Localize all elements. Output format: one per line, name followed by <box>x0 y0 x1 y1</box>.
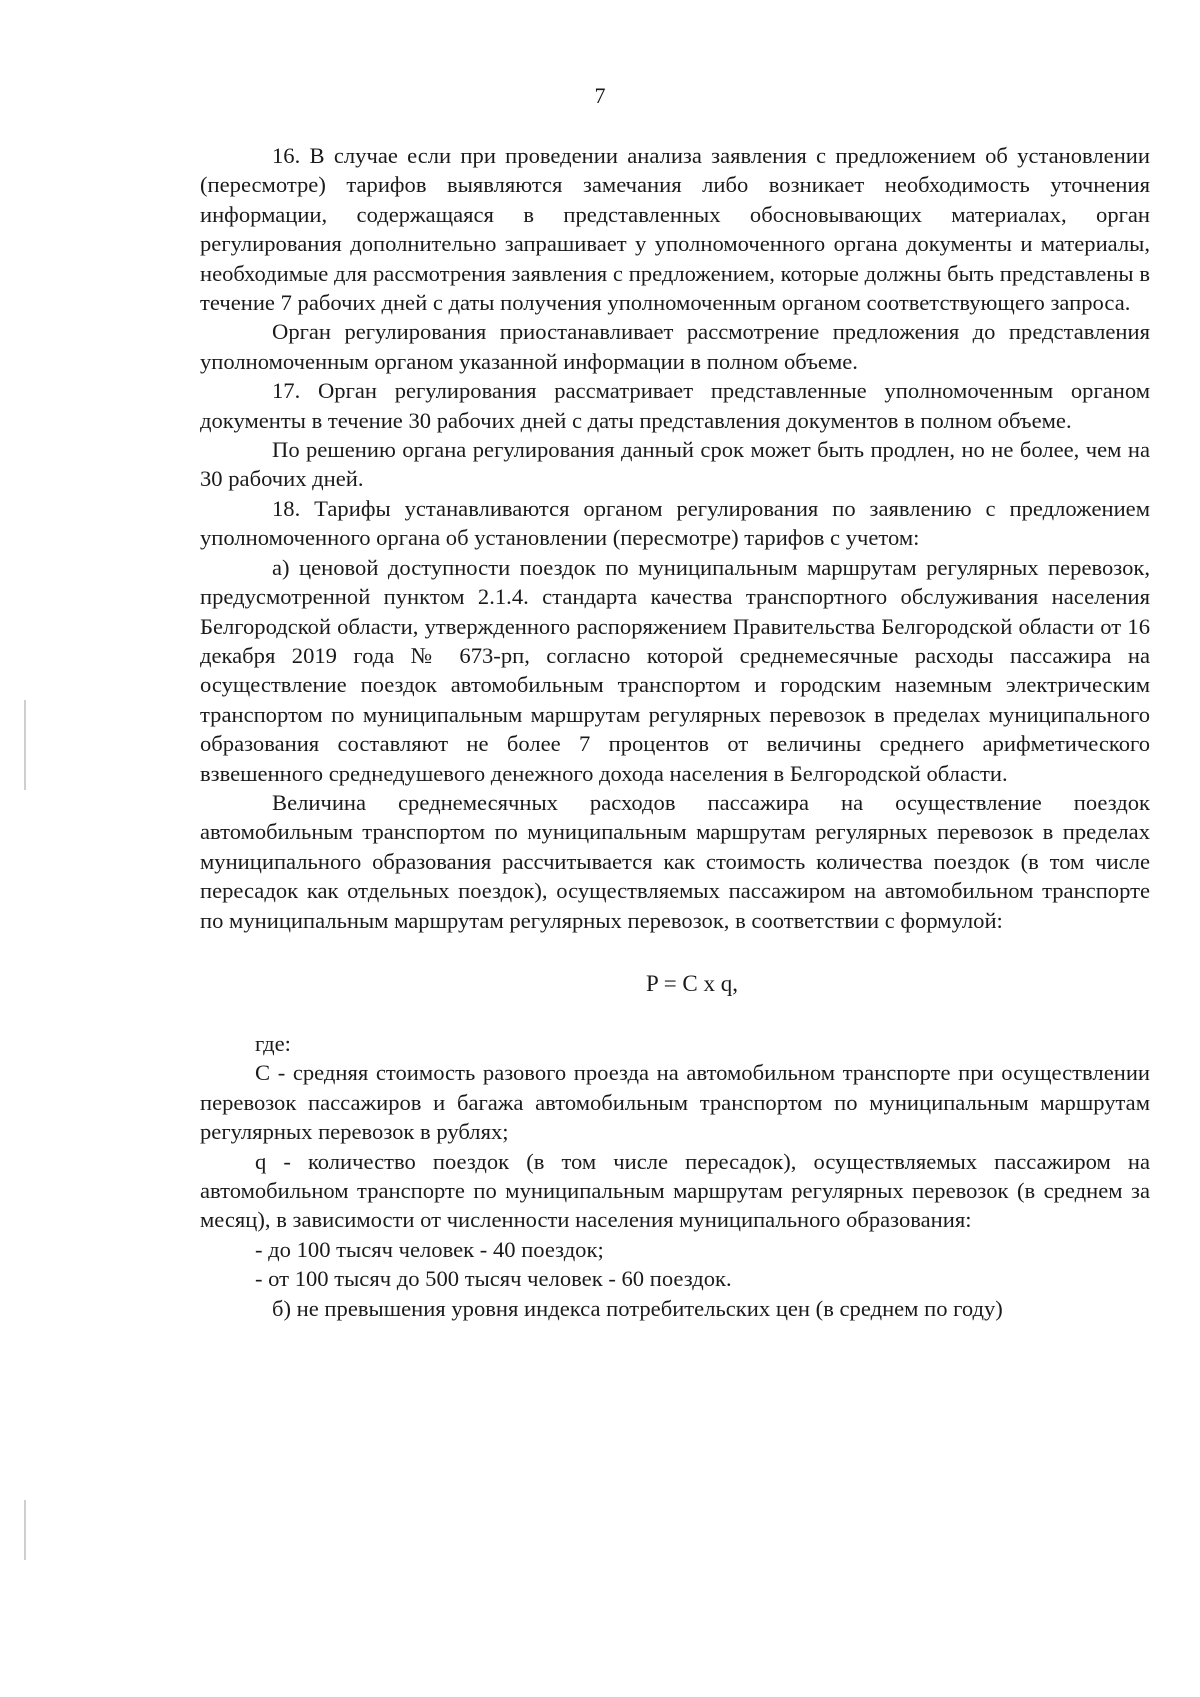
list-item-under-100k: - до 100 тысяч человек - 40 поездок; <box>255 1236 604 1262</box>
definition-q: q - количество поездок (в том числе пересадок), осуществляемых пассажиром на автомобильном транспорте по муниципальным маршрутам регулярных перевозок (в среднем за месяц), в зависимости от численности населения муниципального образования: <box>200 1148 1150 1233</box>
where-label: где: <box>255 1030 291 1056</box>
formula: P = C x q, <box>646 970 738 996</box>
paragraph-18: 18. Тарифы устанавливаются органом регулирования по заявлению с предложением уполномоченного органа об установлении (пересмотре) тарифов с учетом: <box>200 495 1150 551</box>
paragraph-18-a: а) ценовой доступности поездок по муниципальным маршрутам регулярных перевозок, предусмотренной пунктом 2.1.4. стандарта качества транспортного обслуживания населения Белгородской области, утвержденного распоряжением Правительства Белгородской области от 16 декабря 2019 года № 673-рп, согласно которой среднемесячные расходы пассажира на осуществление поездок автомобильным транспортом и городским наземным электрическим транспортом по муниципальным маршрутам регулярных перевозок в пределах муниципального образования составляют не более 7 процентов от величины среднего арифметического взвешенного среднедушевого денежного дохода населения в Белгородской области. <box>200 554 1150 786</box>
paragraph-expense-calculation: Величина среднемесячных расходов пассажира на осуществление поездок автомобильным транспортом по муниципальным маршрутам регулярных перевозок в пределах муниципального образования рассчитывается как стоимость количества поездок (в том числе пересадок как отдельных поездок), осуществляемых пассажиром на автомобильном транспорте по муниципальным маршрутам регулярных перевозок, в соответствии с формулой: <box>200 789 1150 933</box>
paragraph-16: 16. В случае если при проведении анализа заявления с предложением об установлении (пересмотре) тарифов выявляются замечания либо возникает необходимость уточнения информации, содержащаяся в представленных обосновывающих материалах, орган регулирования дополнительно запрашивает у уполномоченного органа документы и материалы, необходимые для рассмотрения заявления с предложением, которые должны быть представлены в течение 7 рабочих дней с даты получения уполномоченным органом соответствующего запроса. <box>200 143 1150 316</box>
page-number: 7 <box>594 83 606 108</box>
paragraph-17-extension: По решению органа регулирования данный срок может быть продлен, но не более, чем на 30 рабочих дней. <box>200 437 1150 492</box>
paragraph-16-suspension: Орган регулирования приостанавливает рассмотрение предложения до представления уполномоченным органом указанной информации в полном объеме. <box>200 319 1150 374</box>
definition-c: С - средняя стоимость разового проезда на автомобильном транспорте при осуществлении перевозок пассажиров и багажа автомобильным транспортом по муниципальным маршрутам регулярных перевозок в рублях; <box>200 1060 1150 1145</box>
paragraph-17: 17. Орган регулирования рассматривает представленные уполномоченным органом документы в течение 30 рабочих дней с даты представления документов в полном объеме. <box>200 378 1150 433</box>
list-item-100k-500k: - от 100 тысяч до 500 тысяч человек - 60 поездок. <box>255 1266 732 1292</box>
scan-artifact <box>24 1500 26 1560</box>
document-body <box>200 141 1150 1323</box>
paragraph-18-b: б) не превышения уровня индекса потребительских цен (в среднем по году) <box>272 1295 1003 1321</box>
scan-artifact <box>24 700 26 790</box>
